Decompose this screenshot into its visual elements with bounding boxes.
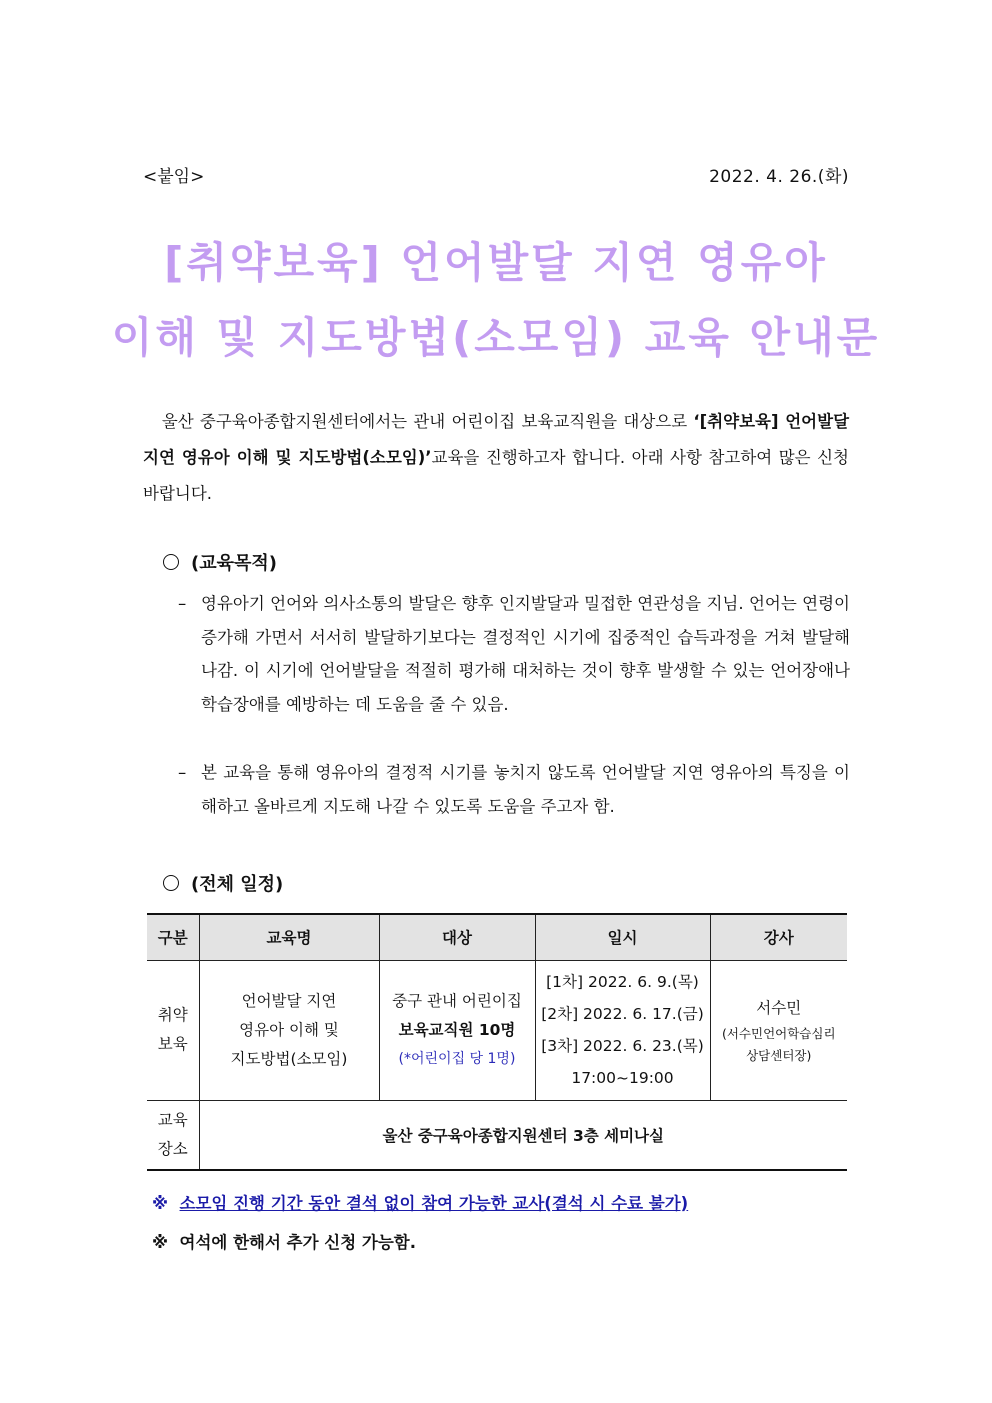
section-schedule-heading (163, 870, 283, 896)
intro-text-pre: 울산 중구육아종합지원센터에서는 관내 어린이집 보육교직원을 대상으로 (161, 412, 694, 431)
section-schedule-label: (전체 일정) (191, 874, 284, 895)
intro-text-bold: ‘[취약보육] 언어발달 지연 영유아 이해 및 지도방법(소모임)’ (143, 412, 850, 467)
schedule-cell (535, 960, 710, 1100)
title-line-1: [취약보육] 언어발달 지연 영유아 (164, 238, 828, 287)
location-cell: 울산 중구육아종합지원센터 3층 세미나실 (199, 1100, 847, 1170)
dash-bullet-icon: – (178, 594, 187, 613)
location-label-cell (147, 1100, 199, 1170)
instructor-org: (서수민언어학습심리 (721, 1026, 836, 1041)
column-header: 일시 (535, 914, 710, 960)
dash-bullet-icon: – (178, 763, 187, 782)
location-label-line: 교육 (157, 1110, 188, 1129)
note-extra-application (152, 1229, 416, 1253)
category-cell (147, 960, 199, 1100)
instructor-cell (710, 960, 847, 1100)
instructor-name: 서수민 (756, 999, 802, 1017)
purpose-item-2 (178, 756, 850, 823)
course-name-line: 언어발달 지연 (241, 991, 337, 1010)
category-line: 보육 (157, 1035, 188, 1053)
note-mark-icon: ※ (152, 1194, 169, 1213)
course-name-line: 지도방법(소모임) (230, 1049, 348, 1068)
document-date: 2022. 4. 26.(화) (709, 167, 849, 187)
attachment-label: <붙임> (143, 167, 205, 187)
section-purpose-label: (교육목적) (191, 553, 278, 574)
note-attendance-text: 소모임 진행 기간 동안 결석 없이 참여 가능한 교사(결석 시 수료 불가) (179, 1194, 689, 1213)
table-row (147, 1100, 847, 1170)
table-row (147, 960, 847, 1100)
course-name-line: 영유아 이해 및 (239, 1020, 339, 1039)
column-header: 구분 (147, 914, 199, 960)
column-header: 교육명 (199, 914, 379, 960)
target-line: 중구 관내 어린이집 (392, 991, 522, 1010)
circle-bullet-icon (163, 554, 179, 570)
category-line: 취약 (157, 1006, 188, 1024)
note-extra-text: 여석에 한해서 추가 신청 가능함. (179, 1233, 416, 1252)
intro-text-post: 교육을 진행하고자 합니다. 아래 사항 참고하여 많은 신청 바랍니다. (143, 448, 849, 503)
location-label-line: 장소 (157, 1139, 188, 1158)
column-header: 강사 (710, 914, 847, 960)
purpose-item-1-text: 영유아기 언어와 의사소통의 발달은 향후 인지발달과 밀접한 연관성을 지님. 언어는 연령이 증가해 가면서 서서히 발달하기보다는 결정적인 시기에 집중적인 습득과정을 거쳐 발달해 나감. 이 시기에 언어발달을 적절히 평가해 대처하는 것이 향후 발생할 수 있는 언어장애나 학습장애를 예방하는 데 도움을 줄 수 있음. (201, 594, 850, 714)
target-count: 보육교직원 10명 (398, 1020, 516, 1039)
purpose-item-1 (178, 587, 850, 721)
note-mark-icon: ※ (152, 1233, 169, 1252)
note-attendance (152, 1190, 688, 1214)
session-time: 17:00~19:00 (571, 1069, 674, 1087)
schedule-table (147, 913, 847, 1171)
title-line-2: 이해 및 지도방법(소모임) 교육 안내문 (111, 313, 881, 362)
section-purpose-heading (163, 549, 277, 575)
session-date: [2차] 2022. 6. 17.(금) (541, 1005, 704, 1023)
table-header-row (147, 914, 847, 960)
purpose-item-2-text: 본 교육을 통해 영유아의 결정적 시기를 놓치지 않도록 언어발달 지연 영유아의 특징을 이해하고 올바르게 지도해 나갈 수 있도록 도움을 주고자 함. (201, 763, 850, 816)
circle-bullet-icon (163, 875, 179, 891)
instructor-org: 상담센터장) (746, 1048, 812, 1063)
intro-paragraph (143, 404, 849, 512)
column-header: 대상 (379, 914, 535, 960)
session-date: [1차] 2022. 6. 9.(목) (546, 973, 699, 991)
target-cell (379, 960, 535, 1100)
session-date: [3차] 2022. 6. 23.(목) (541, 1037, 704, 1055)
course-name-cell (199, 960, 379, 1100)
target-note: (*어린이집 당 1명) (398, 1050, 516, 1067)
